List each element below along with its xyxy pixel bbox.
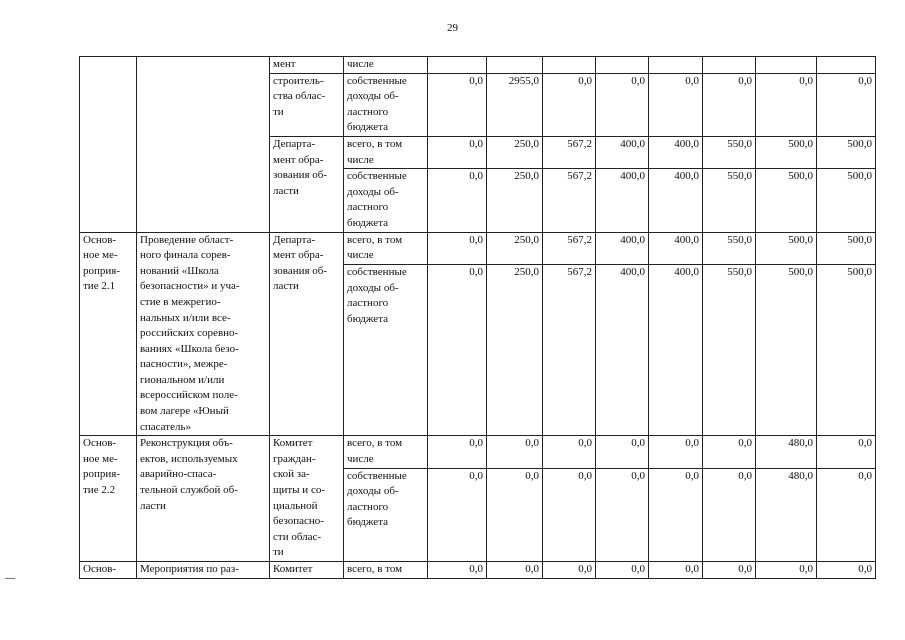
source-cell: всего, в том числе: [344, 232, 428, 264]
value-cell: 0,0: [428, 136, 487, 168]
value-cell: 0,0: [649, 562, 703, 579]
value-cell: 567,2: [543, 232, 596, 264]
measure-name-cell: [137, 57, 270, 233]
measure-name-cell: Реконструкция объ- ектов, используемых аварийно-спаса- тельной службой об- ласти: [137, 436, 270, 562]
source-cell: всего, в том: [344, 562, 428, 579]
value-cell: 550,0: [703, 264, 756, 435]
measure-name-cell: Проведение област- ного финала сорев- нований «Школа безопасности» и уча- стие в межрегио- нальных и/или все- российских соревно- ваниях «Школа безо- пасности», межре- гиональном и/или всероссийском поле- вом лагере «Юный спасатель»: [137, 232, 270, 436]
source-cell: собственные доходы об- ластного бюджета: [344, 468, 428, 561]
measure-id-cell: Основ- ное ме- роприя- тие 2.2: [80, 436, 137, 562]
value-cell: 400,0: [649, 264, 703, 435]
measure-name-cell: Мероприятия по раз-: [137, 562, 270, 579]
value-cell: 480,0: [756, 436, 817, 468]
source-cell: собственные доходы об- ластного бюджета: [344, 264, 428, 435]
value-cell: 0,0: [428, 73, 487, 136]
executor-cell: Комитет: [270, 562, 344, 579]
value-cell: 0,0: [817, 73, 876, 136]
value-cell: 500,0: [817, 232, 876, 264]
value-cell: 250,0: [487, 136, 543, 168]
value-cell: 0,0: [703, 468, 756, 561]
value-cell: 0,0: [487, 436, 543, 468]
value-cell: 0,0: [703, 436, 756, 468]
value-cell: 500,0: [756, 232, 817, 264]
value-cell: 0,0: [817, 562, 876, 579]
value-cell: 500,0: [817, 264, 876, 435]
value-cell: 400,0: [596, 264, 649, 435]
source-cell: собственные доходы об- ластного бюджета: [344, 73, 428, 136]
source-cell: собственные доходы об- ластного бюджета: [344, 169, 428, 232]
value-cell: 0,0: [703, 73, 756, 136]
value-cell: 0,0: [543, 562, 596, 579]
value-cell: 0,0: [428, 264, 487, 435]
value-cell: 2955,0: [487, 73, 543, 136]
value-cell: 400,0: [649, 136, 703, 168]
page-number: 29: [447, 22, 458, 34]
value-cell: 0,0: [543, 73, 596, 136]
value-cell: 480,0: [756, 468, 817, 561]
executor-cell: Комитет граждан- ской за- щиты и со- циальной безопасно- сти облас- ти: [270, 436, 344, 562]
value-cell: 400,0: [596, 169, 649, 232]
source-cell: всего, в том числе: [344, 136, 428, 168]
value-cell: 400,0: [596, 232, 649, 264]
executor-cell: Департа- мент обра- зования об- ласти: [270, 232, 344, 436]
value-cell: [703, 57, 756, 74]
table-row: [80, 57, 876, 74]
value-cell: 0,0: [817, 468, 876, 561]
value-cell: 400,0: [649, 232, 703, 264]
value-cell: 500,0: [817, 136, 876, 168]
table-row: [80, 232, 876, 264]
value-cell: 0,0: [487, 468, 543, 561]
value-cell: 0,0: [428, 232, 487, 264]
value-cell: 0,0: [596, 73, 649, 136]
value-cell: 250,0: [487, 264, 543, 435]
table-row: [80, 562, 876, 579]
value-cell: 0,0: [756, 73, 817, 136]
value-cell: 0,0: [596, 436, 649, 468]
value-cell: [428, 57, 487, 74]
value-cell: 0,0: [428, 436, 487, 468]
value-cell: 250,0: [487, 232, 543, 264]
value-cell: [817, 57, 876, 74]
executor-cell: мент: [270, 57, 344, 74]
value-cell: 0,0: [817, 436, 876, 468]
value-cell: 250,0: [487, 169, 543, 232]
value-cell: 0,0: [649, 436, 703, 468]
value-cell: [487, 57, 543, 74]
budget-table: [79, 56, 876, 579]
value-cell: 500,0: [756, 136, 817, 168]
executor-cell: Департа- мент обра- зования об- ласти: [270, 136, 344, 232]
measure-id-cell: [80, 57, 137, 233]
value-cell: [649, 57, 703, 74]
value-cell: 567,2: [543, 264, 596, 435]
measure-id-cell: Основ- ное ме- роприя- тие 2.1: [80, 232, 137, 436]
value-cell: 550,0: [703, 169, 756, 232]
value-cell: 0,0: [487, 562, 543, 579]
value-cell: 0,0: [543, 436, 596, 468]
source-cell: числе: [344, 57, 428, 74]
value-cell: 0,0: [649, 73, 703, 136]
value-cell: 500,0: [756, 169, 817, 232]
value-cell: 0,0: [428, 562, 487, 579]
value-cell: [756, 57, 817, 74]
value-cell: 400,0: [596, 136, 649, 168]
value-cell: 550,0: [703, 136, 756, 168]
value-cell: 0,0: [428, 169, 487, 232]
value-cell: 400,0: [649, 169, 703, 232]
value-cell: 0,0: [649, 468, 703, 561]
executor-cell: строитель- ства облас- ти: [270, 73, 344, 136]
value-cell: 550,0: [703, 232, 756, 264]
value-cell: 567,2: [543, 169, 596, 232]
value-cell: [543, 57, 596, 74]
value-cell: 567,2: [543, 136, 596, 168]
source-cell: всего, в том числе: [344, 436, 428, 468]
value-cell: 0,0: [543, 468, 596, 561]
value-cell: 0,0: [703, 562, 756, 579]
value-cell: 500,0: [817, 169, 876, 232]
value-cell: 0,0: [596, 562, 649, 579]
scan-edge-mark: [5, 578, 15, 579]
value-cell: 0,0: [428, 468, 487, 561]
value-cell: 0,0: [756, 562, 817, 579]
value-cell: 500,0: [756, 264, 817, 435]
table-row: [80, 436, 876, 468]
value-cell: 0,0: [596, 468, 649, 561]
measure-id-cell: Основ-: [80, 562, 137, 579]
value-cell: [596, 57, 649, 74]
